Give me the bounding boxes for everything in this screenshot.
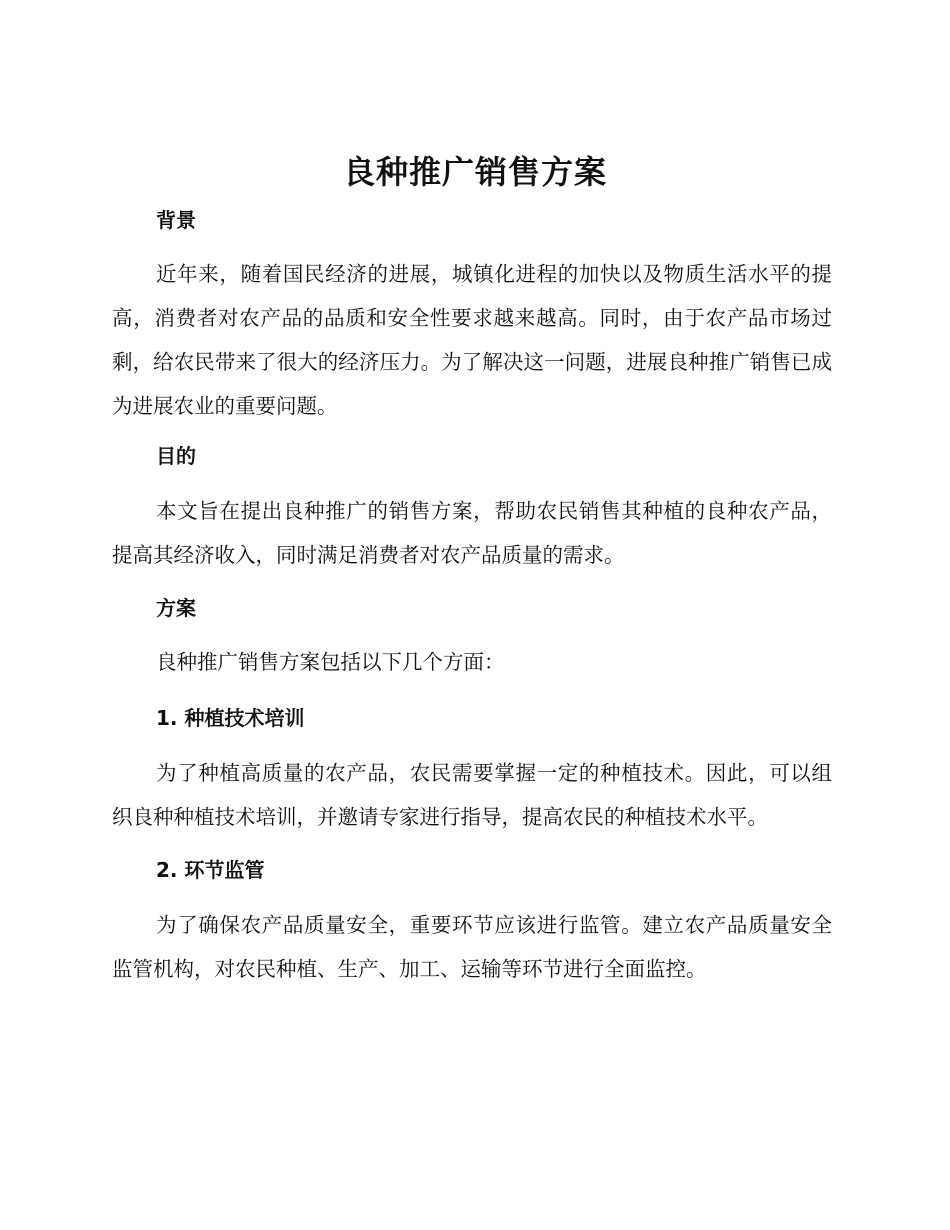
paragraph-supervision: 为了确保农产品质量安全，重要环节应该进行监管。建立农产品质量安全监管机构，对农民种植、生产、加工、运输等环节进行全面监控。 <box>112 913 832 981</box>
subsection-heading-training: 1. 种植技术培训 <box>156 706 305 730</box>
paragraph-training: 为了种植高质量的农产品，农民需要掌握一定的种植技术。因此，可以组织良种种植技术培训，并邀请专家进行指导，提高农民的种植技术水平。 <box>112 761 832 829</box>
section-heading-plan: 方案 <box>156 596 196 620</box>
document-title: 良种推广销售方案 <box>342 153 607 191</box>
paragraph-plan-intro: 良种推广销售方案包括以下几个方面： <box>156 650 505 674</box>
section-heading-background: 背景 <box>156 208 196 232</box>
subsection-heading-supervision: 2. 环节监管 <box>156 858 265 882</box>
paragraph-purpose: 本文旨在提出良种推广的销售方案，帮助农民销售其种植的良种农产品，提高其经济收入，同时满足消费者对农产品质量的需求。 <box>112 499 832 567</box>
paragraph-background: 近年来，随着国民经济的进展，城镇化进程的加快以及物质生活水平的提高，消费者对农产品的品质和安全性要求越来越高。同时，由于农产品市场过剩，给农民带来了很大的经济压力。为了解决这一问题，进展良种推广销售已成为进展农业的重要问题。 <box>112 262 832 418</box>
section-heading-purpose: 目的 <box>156 444 196 468</box>
